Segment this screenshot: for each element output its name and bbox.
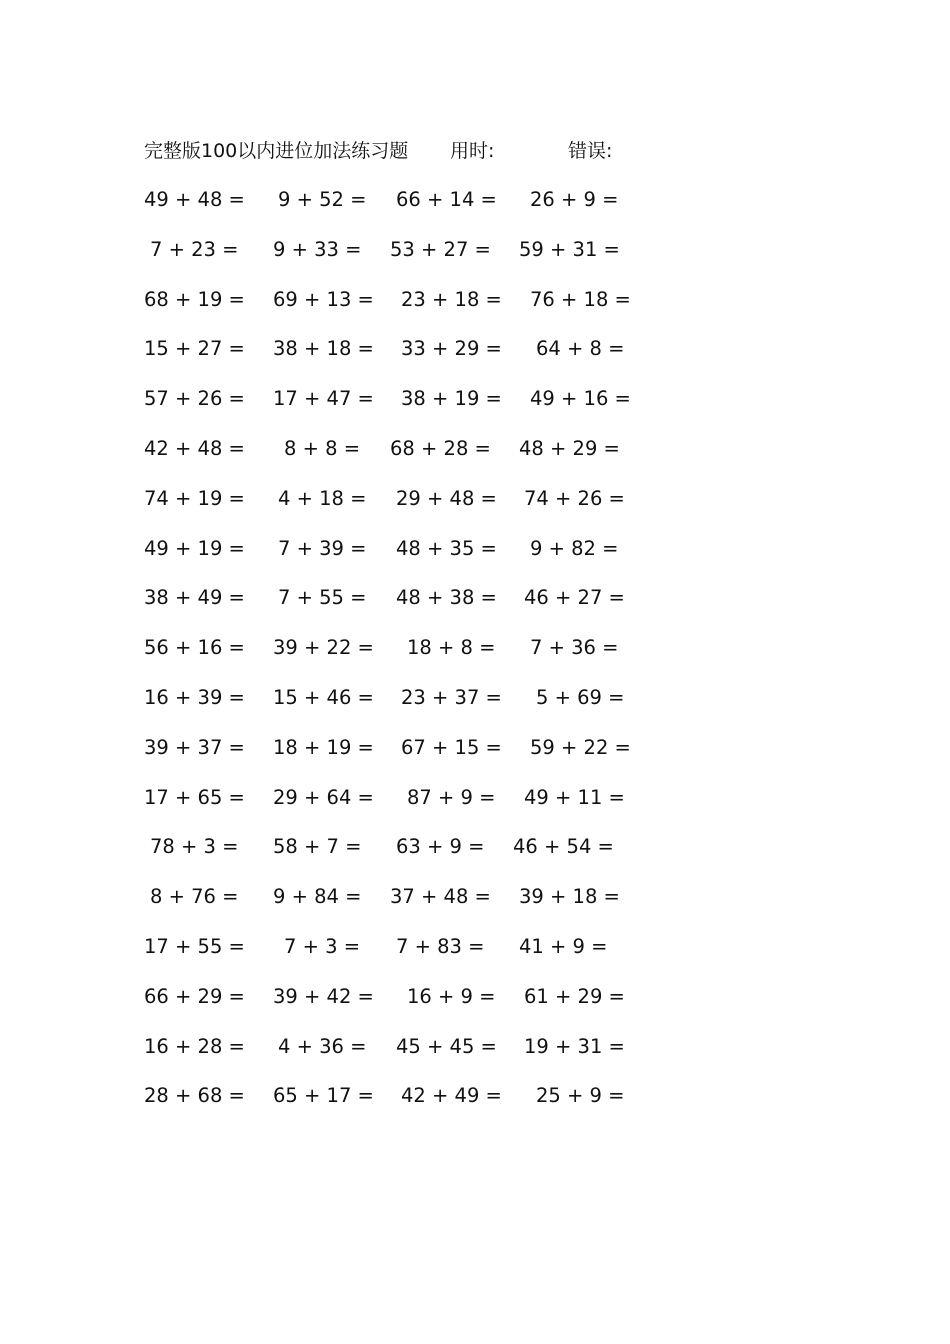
problem-item: 46 + 27 = <box>524 586 625 610</box>
problem-row <box>0 832 950 882</box>
problem-item: 29 + 48 = <box>396 486 497 510</box>
problem-item: 42 + 48 = <box>144 436 245 460</box>
problem-item: 7 + 3 = <box>284 934 361 958</box>
problem-item: 48 + 29 = <box>519 436 620 460</box>
problem-item: 17 + 47 = <box>273 387 374 411</box>
problem-item: 23 + 18 = <box>401 287 502 311</box>
problem-item: 64 + 8 = <box>536 337 625 361</box>
problem-item: 26 + 9 = <box>530 188 619 211</box>
problem-item: 8 + 8 = <box>284 436 361 460</box>
problem-item: 16 + 9 = <box>407 984 496 1008</box>
problem-item: 37 + 48 = <box>390 885 491 909</box>
problem-item: 29 + 64 = <box>273 785 374 809</box>
problem-item: 4 + 18 = <box>278 486 367 510</box>
problem-item: 42 + 49 = <box>401 1084 502 1108</box>
problem-row <box>0 982 950 1032</box>
problem-item: 16 + 39 = <box>144 685 245 709</box>
problem-item: 57 + 26 = <box>144 387 245 411</box>
problem-item: 68 + 19 = <box>144 287 245 311</box>
problem-item: 59 + 22 = <box>530 735 631 759</box>
problem-grid <box>0 185 950 1131</box>
problem-row <box>0 384 950 434</box>
problem-item: 15 + 27 = <box>144 337 245 361</box>
problem-item: 7 + 83 = <box>396 934 485 958</box>
problem-item: 38 + 49 = <box>144 586 245 610</box>
problem-row <box>0 484 950 534</box>
problem-item: 19 + 31 = <box>524 1034 625 1058</box>
problem-row <box>0 683 950 733</box>
problem-item: 49 + 48 = <box>144 188 245 211</box>
problem-row <box>0 633 950 683</box>
problem-item: 28 + 68 = <box>144 1084 245 1108</box>
problem-item: 56 + 16 = <box>144 636 245 660</box>
problem-item: 59 + 31 = <box>519 237 620 261</box>
problem-item: 18 + 8 = <box>407 636 496 660</box>
problem-item: 5 + 69 = <box>536 685 625 709</box>
problem-row <box>0 733 950 783</box>
problem-row <box>0 583 950 633</box>
worksheet-title: 完整版100以内进位加法练习题 <box>144 140 409 162</box>
problem-item: 39 + 18 = <box>519 885 620 909</box>
problem-item: 18 + 19 = <box>273 735 374 759</box>
worksheet-header <box>0 136 950 166</box>
problem-row <box>0 185 950 235</box>
problem-item: 7 + 39 = <box>278 536 367 560</box>
problem-item: 58 + 7 = <box>273 835 362 859</box>
problem-row <box>0 1032 950 1082</box>
problem-item: 63 + 9 = <box>396 835 485 859</box>
problem-item: 74 + 26 = <box>524 486 625 510</box>
problem-item: 66 + 14 = <box>396 188 497 211</box>
problem-item: 78 + 3 = <box>150 835 239 859</box>
problem-item: 4 + 36 = <box>278 1034 367 1058</box>
problem-row <box>0 235 950 285</box>
problem-item: 45 + 45 = <box>396 1034 497 1058</box>
problem-row <box>0 534 950 584</box>
problem-item: 48 + 38 = <box>396 586 497 610</box>
problem-item: 66 + 29 = <box>144 984 245 1008</box>
problem-item: 16 + 28 = <box>144 1034 245 1058</box>
problem-item: 23 + 37 = <box>401 685 502 709</box>
problem-item: 17 + 55 = <box>144 934 245 958</box>
problem-row <box>0 1081 950 1131</box>
problem-item: 9 + 52 = <box>278 188 367 211</box>
problem-item: 9 + 33 = <box>273 237 362 261</box>
problem-item: 7 + 36 = <box>530 636 619 660</box>
problem-item: 65 + 17 = <box>273 1084 374 1108</box>
problem-row <box>0 783 950 833</box>
problem-row <box>0 434 950 484</box>
problem-item: 39 + 42 = <box>273 984 374 1008</box>
problem-item: 7 + 23 = <box>150 237 239 261</box>
problem-item: 48 + 35 = <box>396 536 497 560</box>
problem-item: 53 + 27 = <box>390 237 491 261</box>
error-label: 错误: <box>568 140 613 162</box>
problem-row <box>0 882 950 932</box>
problem-item: 7 + 55 = <box>278 586 367 610</box>
problem-item: 69 + 13 = <box>273 287 374 311</box>
problem-item: 39 + 37 = <box>144 735 245 759</box>
problem-item: 41 + 9 = <box>519 934 608 958</box>
problem-item: 76 + 18 = <box>530 287 631 311</box>
time-label: 用时: <box>450 140 495 162</box>
problem-item: 17 + 65 = <box>144 785 245 809</box>
problem-item: 68 + 28 = <box>390 436 491 460</box>
problem-item: 9 + 82 = <box>530 536 619 560</box>
problem-row <box>0 932 950 982</box>
problem-row <box>0 334 950 384</box>
problem-item: 9 + 84 = <box>273 885 362 909</box>
problem-item: 15 + 46 = <box>273 685 374 709</box>
problem-item: 49 + 16 = <box>530 387 631 411</box>
problem-item: 67 + 15 = <box>401 735 502 759</box>
problem-item: 25 + 9 = <box>536 1084 625 1108</box>
problem-item: 38 + 19 = <box>401 387 502 411</box>
problem-item: 87 + 9 = <box>407 785 496 809</box>
problem-item: 33 + 29 = <box>401 337 502 361</box>
problem-item: 49 + 11 = <box>524 785 625 809</box>
problem-item: 74 + 19 = <box>144 486 245 510</box>
problem-row <box>0 285 950 335</box>
problem-item: 39 + 22 = <box>273 636 374 660</box>
problem-item: 46 + 54 = <box>513 835 614 859</box>
problem-item: 38 + 18 = <box>273 337 374 361</box>
problem-item: 8 + 76 = <box>150 885 239 909</box>
problem-item: 61 + 29 = <box>524 984 625 1008</box>
problem-item: 49 + 19 = <box>144 536 245 560</box>
